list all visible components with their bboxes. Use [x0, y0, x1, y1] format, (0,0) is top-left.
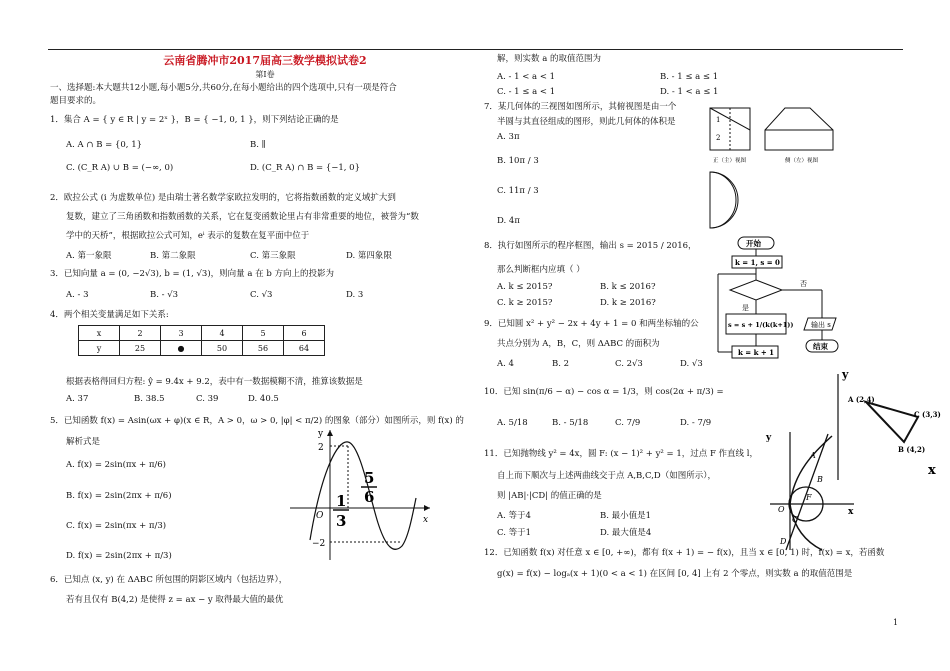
- q11-parabola-figure: [762, 432, 857, 552]
- q8-line2: 那么判断框内应填（ ）: [497, 265, 585, 275]
- q6-option-a: A. - 1 < a < 1: [497, 72, 556, 82]
- q11-line2: 自上而下顺次与上述两曲线交于点 A,B,C,D（如图所示），: [497, 471, 716, 481]
- section-intro: 一、选择题:本大题共12小题,每小题5分,共60分,在每小题给出的四个选项中,只有一项是符合: [50, 83, 397, 93]
- frac-denominator-three: 3: [336, 512, 347, 530]
- q10-option-d: D. - 7/9: [680, 418, 712, 428]
- q11-option-d: D. 最大值是4: [600, 528, 652, 538]
- q9-option-b: B. 2: [552, 359, 570, 369]
- page-title: 云南省腾冲市2017届高三数学模拟试卷2: [163, 54, 367, 67]
- left-column: [50, 52, 480, 108]
- q7-line1: 7．某几何体的三视图如图所示，其俯视图是由一个: [484, 102, 677, 112]
- dim-2: 2: [716, 134, 721, 142]
- side-view-label: 侧（左）视图: [785, 158, 819, 164]
- output-label: 输出 s: [811, 321, 831, 329]
- q12-line2: g(x) = f(x) − logₐ(x + 1)(0 < a < 1) 在区间 [0, 4] 上有 2 个零点，则实数 a 的取值范围是: [497, 569, 853, 579]
- q9-option-d: D. √3: [680, 359, 703, 369]
- decision-node: [730, 280, 782, 300]
- frac-denominator-six: 6: [364, 488, 375, 506]
- table-cell: 2: [120, 326, 161, 341]
- q5-line2: 解析式是: [66, 437, 101, 447]
- q11-option-a: A. 等于4: [497, 511, 531, 521]
- q5-sine-graph: [290, 428, 440, 563]
- max-label: 2: [318, 443, 324, 453]
- q4-stem: 4．两个相关变量满足如下关系:: [50, 310, 169, 320]
- q5-option-d: D. f(x) = 2sin(2πx + π/3): [66, 551, 172, 561]
- tri-x-label: x: [928, 463, 936, 478]
- table-cell: 25: [120, 341, 161, 356]
- side-view: [765, 108, 833, 150]
- table-cell: 50: [202, 341, 243, 356]
- q2-line1: 2．欧拉公式 (i 为虚数单位) 是由瑞士著名数学家欧拉发明的，它将指数函数的定义域扩大到: [50, 193, 396, 203]
- para-x-label: x: [848, 507, 854, 517]
- q3-option-a: A. - 3: [66, 290, 89, 300]
- q5-option-c: C. f(x) = 2sin(πx + π/3): [66, 521, 167, 531]
- q12-line1: 12．已知函数 f(x) 对任意 x ∈ [0, +∞)，都有 f(x + 1) = − f(x)，且当 x ∈ [0, 1) 时，f(x) = x，若函数: [484, 548, 885, 558]
- q1-option-b: B. ∥: [250, 140, 266, 150]
- q1-option-c: C. (C_R A) ∪ B = (−∞, 0): [66, 163, 174, 173]
- triangle-abc: [866, 402, 918, 442]
- q4-option-d: D. 40.5: [248, 394, 279, 404]
- point-c-label: C (3,3): [914, 410, 941, 419]
- table-cell: 56: [243, 341, 284, 356]
- q7-option-d: D. 4π: [497, 216, 520, 226]
- q4-after: 根据表格得回归方程: ŷ = 9.4x + 9.2，表中有一数据模糊不清，推算该数据是: [66, 377, 363, 387]
- table-cell: 64: [284, 341, 325, 356]
- q8-option-b: B. k ≤ 2016?: [600, 282, 656, 292]
- end-label: 结束: [813, 342, 828, 351]
- table-cell: y: [79, 341, 120, 356]
- body-label: s = s + 1/(k(k+1)): [728, 321, 794, 329]
- q10-option-b: B. - 5/18: [552, 418, 589, 428]
- q9-option-a: A. 4: [497, 359, 514, 369]
- q8-line1: 8．执行如图所示的程序框图，输出 s = 2015 / 2016，: [484, 241, 697, 251]
- q6-option-d: D. - 1 < a ≤ 1: [660, 87, 719, 97]
- q3-option-c: C. √3: [250, 290, 273, 300]
- q2-option-d: D. 第四象限: [346, 251, 392, 261]
- dim-1: 1: [716, 116, 721, 124]
- q4-table: [78, 325, 325, 356]
- yes-label: 是: [742, 304, 749, 312]
- label-f: F: [806, 493, 812, 502]
- q10-stem: 10．已知 sin(π/6 − α) − cos α = 1/3，则 cos(2α + π/3) =: [484, 387, 724, 397]
- q7-option-c: C. 11π / 3: [497, 186, 539, 196]
- q6-line2: 若有且仅有 B(4,2) 是使得 z = ax − y 取得最大值的最优: [66, 595, 284, 605]
- q9-option-c: C. 2√3: [615, 359, 643, 369]
- q8-option-c: C. k ≥ 2015?: [497, 298, 553, 308]
- start-label: 开始: [746, 239, 761, 248]
- q2-line3: 学中的天桥”，根据欧拉公式可知，eⁱ 表示的复数在复平面中位于: [66, 231, 310, 241]
- table-cell: 4: [202, 326, 243, 341]
- q11-line1: 11．已知抛物线 y² = 4x，圆 F: (x − 1)² + y² = 1，过点 F 作直线 l，: [484, 449, 758, 459]
- q6-option-b: B. - 1 ≤ a ≤ 1: [660, 72, 719, 82]
- label-b: B: [817, 475, 823, 484]
- tri-y-label: y: [842, 368, 849, 381]
- q3-option-b: B. - √3: [150, 290, 179, 300]
- origin-label: O: [316, 511, 324, 521]
- q2-option-b: B. 第二象限: [150, 251, 196, 261]
- q1-option-a: A. A ∩ B = {0, 1}: [66, 140, 143, 150]
- q2-line2: 复数，建立了三角函数和指数函数的关系，它在复变函数论里占有非常重要的地位，被誉为“数: [66, 212, 419, 222]
- header-rule: [48, 49, 903, 50]
- x-label: x: [423, 515, 429, 525]
- table-cell: x: [79, 326, 120, 341]
- y-label: y: [318, 429, 324, 439]
- q1-stem: 1．集合 A = { y ∈ R | y = 2ˣ }，B = { −1, 0, 1 }，则下列结论正确的是: [50, 115, 339, 125]
- table-cell: 3: [161, 326, 202, 341]
- inc-label: k = k + 1: [738, 348, 775, 357]
- frac-numerator-five: 5: [364, 469, 375, 487]
- q11-option-b: B. 最小值是1: [600, 511, 652, 521]
- y-arrow-icon: [327, 430, 333, 436]
- q4-option-c: C. 39: [196, 394, 219, 404]
- table-cell: 6: [284, 326, 325, 341]
- label-o: O: [778, 505, 785, 514]
- q10-option-a: A. 5/18: [497, 418, 528, 428]
- q7-three-views: [705, 100, 845, 235]
- x-arrow-icon: [424, 505, 430, 511]
- volume-label: 第Ⅰ卷: [255, 70, 275, 79]
- q6-line1: 6．已知点 (x, y) 在 ΔABC 所包围的阴影区域内（包括边界），: [50, 575, 288, 585]
- q8-option-d: D. k ≥ 2016?: [600, 298, 656, 308]
- frac-numerator-one: 1: [336, 492, 347, 510]
- q6-cont: 解，则实数 a 的取值范围为: [497, 54, 601, 64]
- q9-line2: 共点分别为 A，B，C，则 ΔABC 的面积为: [497, 339, 660, 349]
- top-view-arc: [710, 172, 738, 228]
- top-view-semicircle: [710, 172, 736, 228]
- q1-option-d: D. (C_R A) ∩ B = {−1, 0}: [250, 163, 360, 173]
- front-view-label: 正（主）视图: [713, 158, 747, 164]
- q11-line3: 则 |AB|·|CD| 的值正确的是: [497, 491, 602, 501]
- q5-option-b: B. f(x) = 2sin(2πx + π/6): [66, 491, 172, 501]
- q7-option-b: B. 10π / 3: [497, 156, 539, 166]
- table-row: [79, 341, 325, 356]
- table-row: [79, 326, 325, 341]
- q3-option-d: D. 3: [346, 290, 364, 300]
- q4-option-b: B. 38.5: [134, 394, 165, 404]
- q8-option-a: A. k ≤ 2015?: [497, 282, 553, 292]
- point-a-label: A (2,4): [848, 395, 875, 404]
- q7-line2: 半圆与其直径组成的图形，则此几何体的体积是: [497, 117, 676, 127]
- q2-option-c: C. 第三象限: [250, 251, 296, 261]
- page-number: 1: [893, 618, 899, 627]
- table-cell: 5: [243, 326, 284, 341]
- q5-line1: 5．已知函数 f(x) = Asin(ωx + φ)(x ∈ R，A > 0，ω > 0, |φ| < π/2) 的图象（部分）如图所示，则 f(x) 的: [50, 416, 464, 426]
- q3-stem: 3．已知向量 a = (0, −2√3), b = (1, √3)，则向量 a 在 b 方向上的投影为: [50, 269, 334, 279]
- q4-option-a: A. 37: [66, 394, 89, 404]
- sine-curve: [310, 442, 416, 549]
- section-intro-cont: 题目要求的。: [50, 96, 102, 106]
- q9-line1: 9．已知圆 x² + y² − 2x + 4y + 1 = 0 和两坐标轴的公: [484, 319, 699, 329]
- table-cell: ●: [161, 341, 202, 356]
- no-label: 否: [800, 280, 807, 288]
- para-y-label: y: [766, 433, 772, 443]
- min-label: −2: [312, 539, 326, 549]
- label-a: A: [810, 451, 816, 460]
- label-d: D: [780, 537, 787, 546]
- q7-option-a: A. 3π: [497, 132, 520, 142]
- point-b-label: B (4,2): [898, 445, 926, 454]
- q10-option-c: C. 7/9: [615, 418, 641, 428]
- q2-option-a: A. 第一象限: [66, 251, 112, 261]
- label-c: C: [792, 515, 799, 524]
- q5-option-a: A. f(x) = 2sin(πx + π/6): [66, 460, 166, 470]
- init-label: k = 1, s = 0: [735, 258, 780, 267]
- q8-flowchart: [712, 234, 842, 369]
- q11-option-c: C. 等于1: [497, 528, 532, 538]
- q6-option-c: C. - 1 ≤ a < 1: [497, 87, 556, 97]
